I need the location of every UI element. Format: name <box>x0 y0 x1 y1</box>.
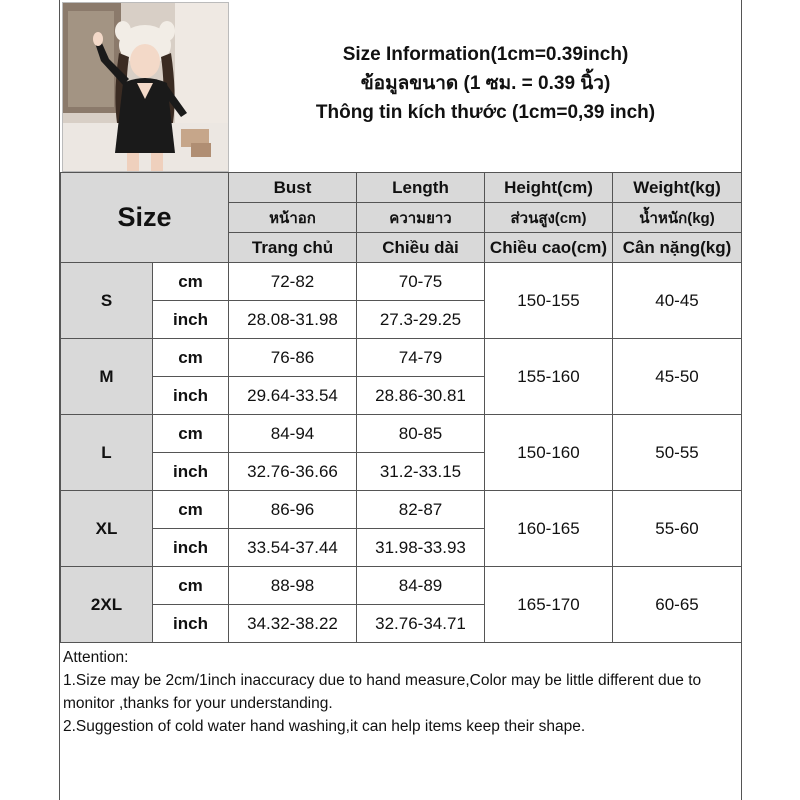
bust-cm-cell: 88-98 <box>229 567 357 605</box>
length-inch-cell: 31.2-33.15 <box>357 453 485 491</box>
unit-inch: inch <box>153 529 229 567</box>
height-header-vietnamese: Chiều cao(cm) <box>485 233 613 263</box>
length-inch-cell: 31.98-33.93 <box>357 529 485 567</box>
weight-cell: 60-65 <box>613 567 742 643</box>
bust-inch-cell: 29.64-33.54 <box>229 377 357 415</box>
size-label: S <box>61 263 153 339</box>
length-inch-cell: 32.76-34.71 <box>357 605 485 643</box>
size-label: XL <box>61 491 153 567</box>
model-photo <box>62 2 229 172</box>
height-cell: 150-155 <box>485 263 613 339</box>
table-row <box>61 567 742 605</box>
table-row <box>61 415 742 453</box>
bust-cm-cell: 76-86 <box>229 339 357 377</box>
length-header-thai: ความยาว <box>357 203 485 233</box>
length-cm-cell: 82-87 <box>357 491 485 529</box>
unit-inch: inch <box>153 301 229 339</box>
height-cell: 150-160 <box>485 415 613 491</box>
size-label: 2XL <box>61 567 153 643</box>
title-english: Size Information(1cm=0.39inch) <box>342 44 629 65</box>
length-header: Length <box>357 173 485 203</box>
title-vietnamese: Thông tin kích thước (1cm=0,39 inch) <box>315 102 656 123</box>
weight-cell: 50-55 <box>613 415 742 491</box>
chart-header-area <box>60 0 741 173</box>
bust-header-thai: หน้าอก <box>229 203 357 233</box>
length-inch-cell: 27.3-29.25 <box>357 301 485 339</box>
length-header-vietnamese: Chiều dài <box>357 233 485 263</box>
size-column-header: Size <box>61 173 229 263</box>
weight-header: Weight(kg) <box>613 173 742 203</box>
unit-cm: cm <box>153 339 229 377</box>
unit-cm: cm <box>153 491 229 529</box>
bust-inch-cell: 28.08-31.98 <box>229 301 357 339</box>
bust-header-vietnamese: Trang chủ <box>229 233 357 263</box>
table-row <box>61 339 742 377</box>
table-row <box>61 263 742 301</box>
unit-inch: inch <box>153 377 229 415</box>
unit-inch: inch <box>153 605 229 643</box>
height-cell: 160-165 <box>485 491 613 567</box>
bust-cm-cell: 84-94 <box>229 415 357 453</box>
weight-header-vietnamese: Cân nặng(kg) <box>613 233 742 263</box>
unit-cm: cm <box>153 415 229 453</box>
weight-cell: 45-50 <box>613 339 742 415</box>
size-chart <box>59 0 742 800</box>
length-cm-cell: 70-75 <box>357 263 485 301</box>
weight-cell: 55-60 <box>613 491 742 567</box>
bust-header: Bust <box>229 173 357 203</box>
title-thai: ข้อมูลขนาด (1 ซม. = 0.39 นิ้ว) <box>360 73 611 94</box>
bust-cm-cell: 86-96 <box>229 491 357 529</box>
height-header-thai: ส่วนสูง(cm) <box>485 203 613 233</box>
table-row <box>61 491 742 529</box>
length-cm-cell: 84-89 <box>357 567 485 605</box>
weight-cell: 40-45 <box>613 263 742 339</box>
unit-cm: cm <box>153 263 229 301</box>
unit-cm: cm <box>153 567 229 605</box>
bust-inch-cell: 32.76-36.66 <box>229 453 357 491</box>
bust-inch-cell: 33.54-37.44 <box>229 529 357 567</box>
header-row-english <box>61 173 742 203</box>
attention-note-1: 1.Size may be 2cm/1inch inaccuracy due to hand measure,Color may be little different due to monitor ,thanks for your understanding. <box>63 672 702 712</box>
bust-inch-cell: 34.32-38.22 <box>229 605 357 643</box>
size-label: L <box>61 415 153 491</box>
attention-heading: Attention: <box>63 649 129 666</box>
size-table <box>60 172 742 643</box>
height-header: Height(cm) <box>485 173 613 203</box>
height-cell: 155-160 <box>485 339 613 415</box>
length-cm-cell: 80-85 <box>357 415 485 453</box>
length-cm-cell: 74-79 <box>357 339 485 377</box>
size-label: M <box>61 339 153 415</box>
height-cell: 165-170 <box>485 567 613 643</box>
bust-cm-cell: 72-82 <box>229 263 357 301</box>
unit-inch: inch <box>153 453 229 491</box>
weight-header-thai: น้ำหนัก(kg) <box>613 203 742 233</box>
length-inch-cell: 28.86-30.81 <box>357 377 485 415</box>
attention-notes <box>63 646 733 738</box>
model-photo-icon <box>63 3 228 171</box>
size-info-title <box>230 40 741 127</box>
attention-note-2: 2.Suggestion of cold water hand washing,it can help items keep their shape. <box>63 718 586 735</box>
